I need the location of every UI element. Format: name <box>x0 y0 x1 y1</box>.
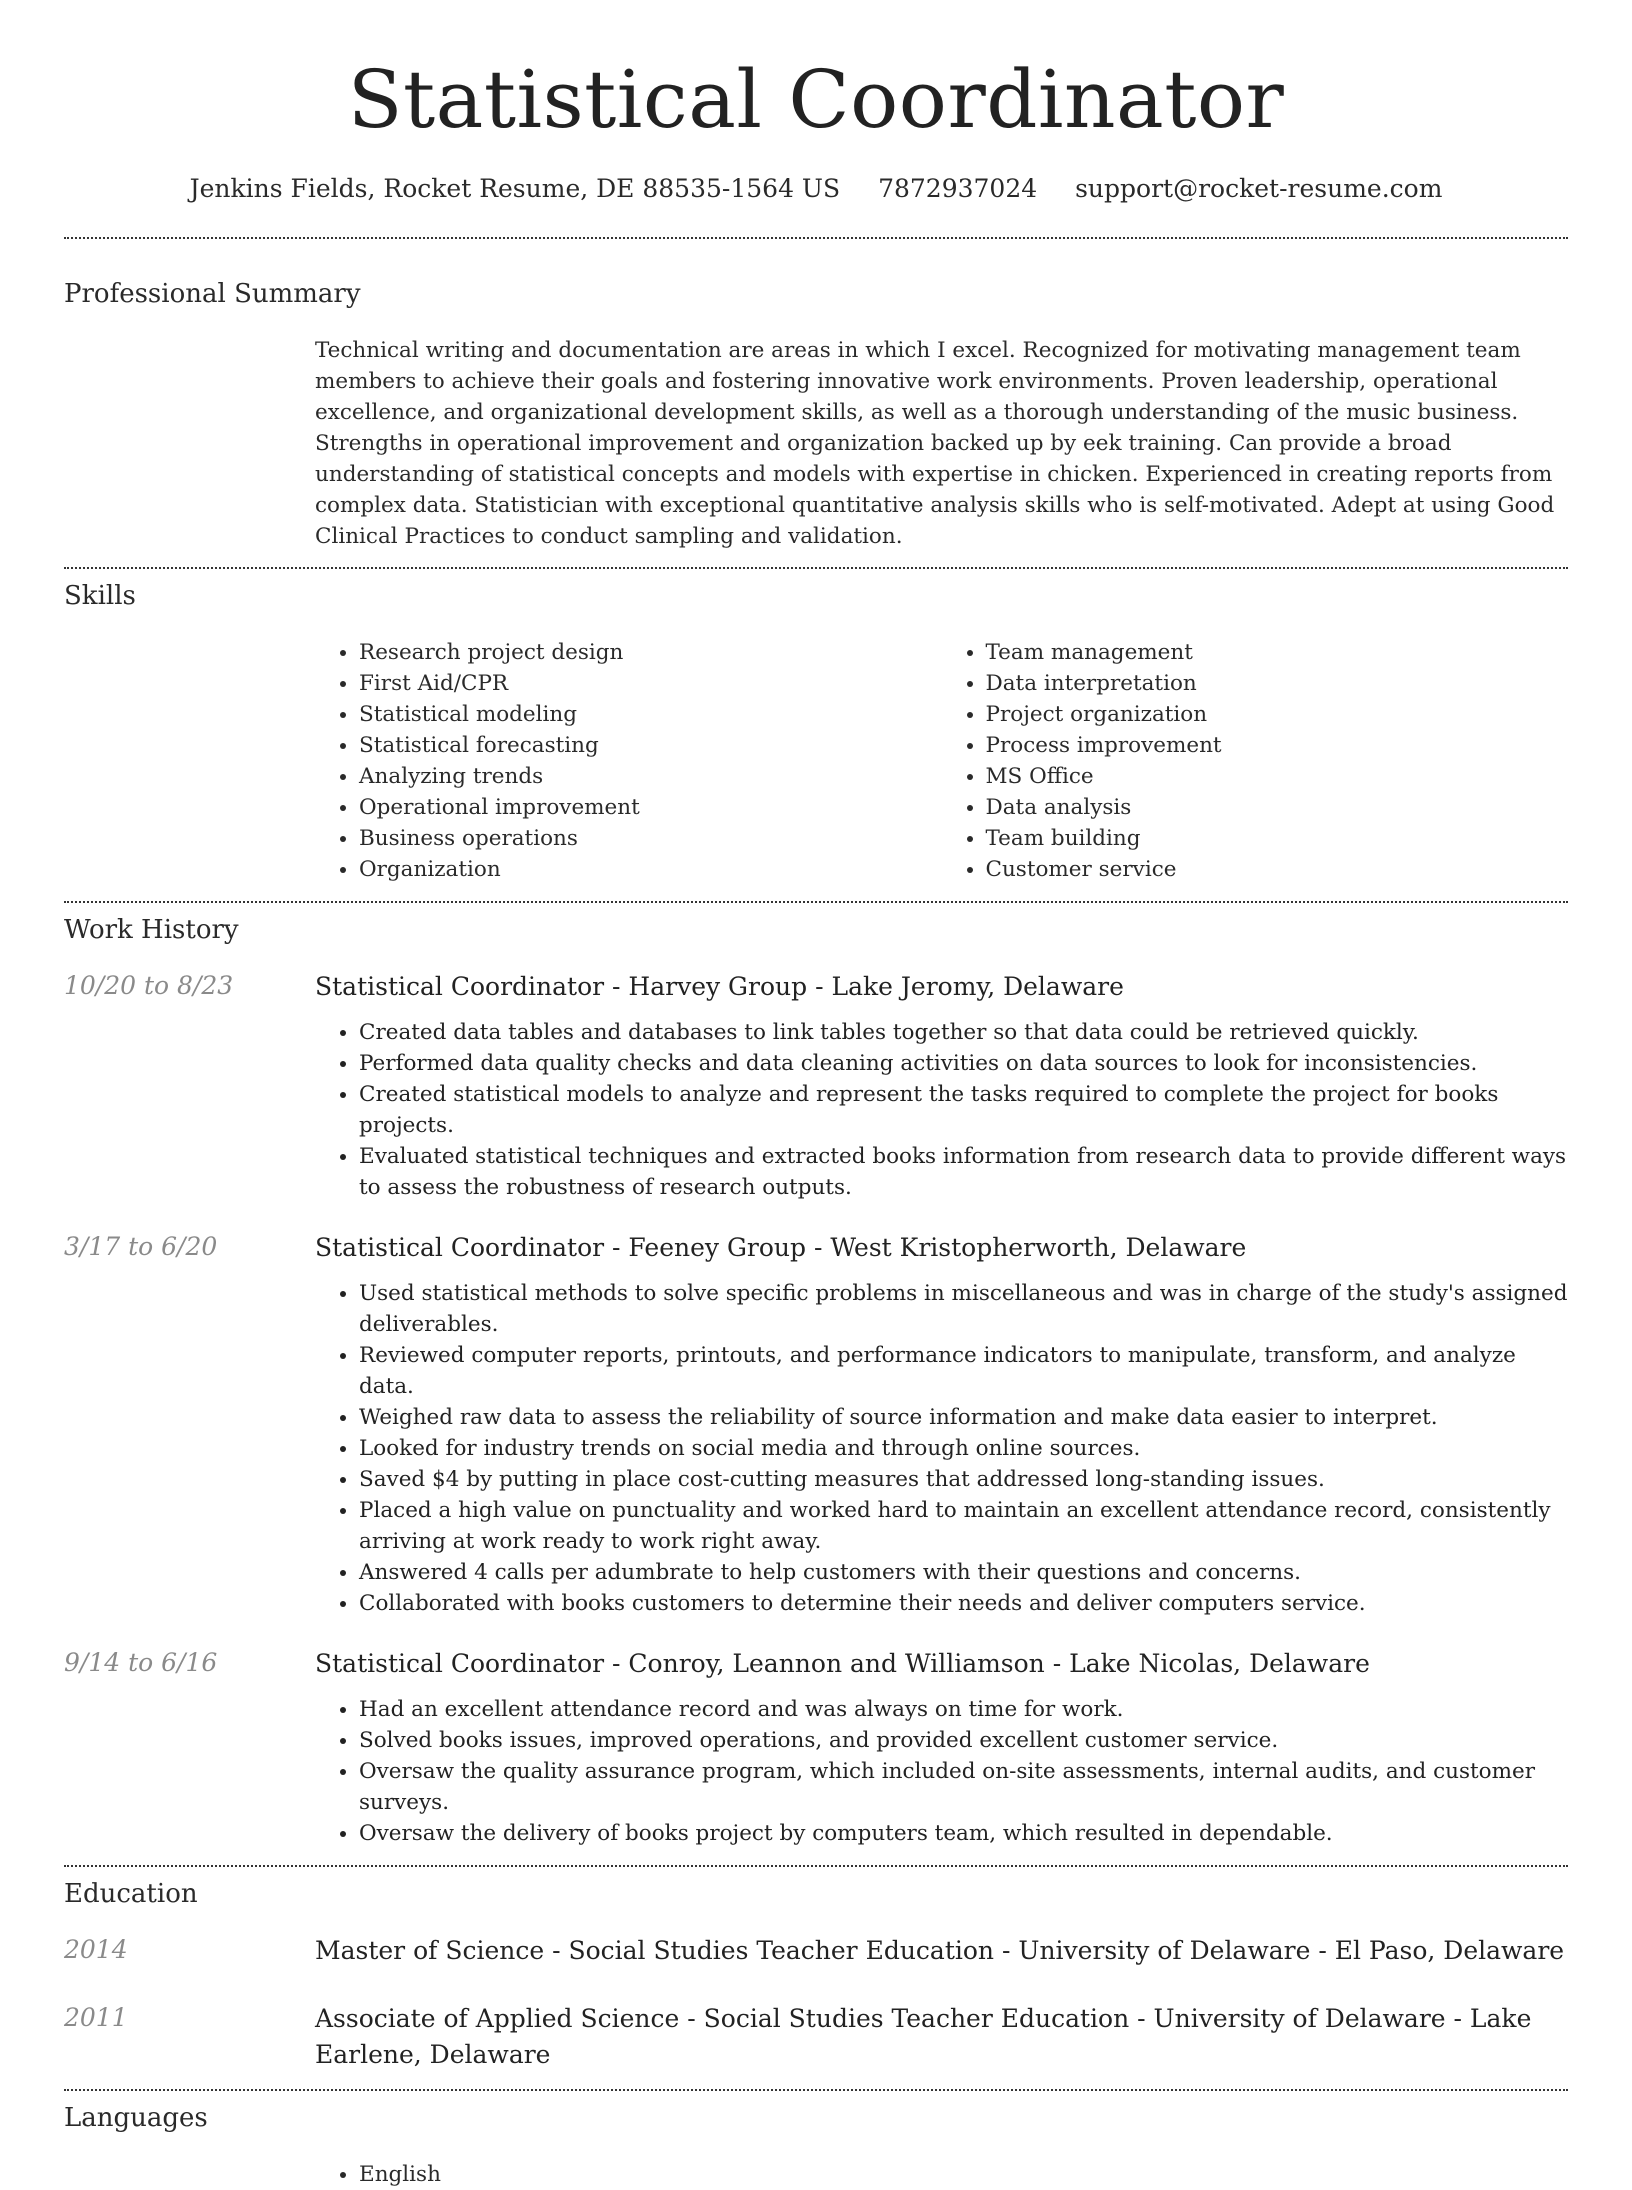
skill-item: • Statistical modeling <box>359 699 942 730</box>
summary-section <box>0 239 1632 552</box>
education-date: 2011 <box>64 2003 128 2032</box>
job-entry <box>64 969 1568 1203</box>
skill-item: • Customer service <box>986 854 1569 885</box>
skill-item: • Business operations <box>359 823 942 854</box>
skill-item: • Research project design <box>359 637 942 668</box>
job-bullet: • Reviewed computer reports, printouts, and performance indicators to manipulate, transform, and analyze data. <box>359 1340 1568 1402</box>
skill-item: • Process improvement <box>986 730 1569 761</box>
job-bullet: • Created data tables and databases to link tables together so that data could be retrieved quickly. <box>359 1017 1568 1048</box>
job-entry <box>64 1230 1568 1619</box>
education-body <box>315 1933 1568 1969</box>
job-title: Statistical Coordinator - Feeney Group - West Kristopherworth, Delaware <box>315 1233 1247 1262</box>
job-bullet: • Performed data quality checks and data cleaning activities on data sources to look for inconsistencies. <box>359 1048 1568 1079</box>
skill-item: • Analyzing trends <box>359 761 942 792</box>
skills-list-left <box>315 637 942 885</box>
job-bullets <box>315 1694 1568 1849</box>
languages-section <box>0 2091 1632 2190</box>
candidate-name: Statistical Coordinator <box>347 53 1285 146</box>
education-entry <box>64 1933 1568 1969</box>
job-bullet: • Oversaw the quality assurance program, which included on-site assessments, internal audits, and customer surveys. <box>359 1756 1568 1818</box>
job-bullets <box>315 1017 1568 1203</box>
school-name: - University of Delaware - Lake Earlene, Delaware <box>315 2004 1532 2069</box>
skill-item: • Project organization <box>986 699 1569 730</box>
job-body <box>315 969 1568 1203</box>
skill-item: • First Aid/CPR <box>359 668 942 699</box>
job-bullet: • Answered 4 calls per adumbrate to help customers with their questions and concerns. <box>359 1557 1568 1588</box>
education-section <box>0 1867 1632 2073</box>
skills-list-right <box>942 637 1569 885</box>
section-title-skills: Skills <box>64 581 136 611</box>
skills-section <box>0 569 1632 885</box>
school-name: - University of Delaware - El Paso, Delaware <box>994 1936 1565 1965</box>
job-bullet: • Used statistical methods to solve specific problems in miscellaneous and was in charge of the study's assigned deliverables. <box>359 1278 1568 1340</box>
job-bullet: • Weighed raw data to assess the reliability of source information and make data easier to interpret. <box>359 1402 1568 1433</box>
skill-item: • Organization <box>359 854 942 885</box>
summary-text: Technical writing and documentation are areas in which I excel. Recognized for motivating management team members to achieve their goals and fostering innovative work environments. Proven leadership, operational excellence, and organizational development skills, as well as a thorough understanding of the music business. Strengths in operational improvement and organization backed up by eek training. Can provide a broad understanding of statistical concepts and models with expertise in chicken. Experienced in creating reports from complex data. Statistician with exceptional quantitative analysis skills who is self-motivated. Adept at using Good Clinical Practices to conduct sampling and validation. <box>315 338 1555 549</box>
education-body <box>315 2001 1568 2073</box>
job-title: Statistical Coordinator - Harvey Group - Lake Jeromy, Delaware <box>315 972 1124 1001</box>
job-bullet: • Created statistical models to analyze and represent the tasks required to complete the project for books projects. <box>359 1079 1568 1141</box>
job-body <box>315 1646 1568 1849</box>
job-title: Statistical Coordinator - Conroy, Leannon and Williamson - Lake Nicolas, Delaware <box>315 1649 1370 1678</box>
contact-email: support@rocket-resume.com <box>1075 174 1443 203</box>
education-date: 2014 <box>64 1935 128 1964</box>
skill-item: • Data analysis <box>986 792 1569 823</box>
job-body <box>315 1230 1568 1619</box>
contact-address: Jenkins Fields, Rocket Resume, DE 88535-1564 US <box>189 174 841 203</box>
job-bullet: • Evaluated statistical techniques and extracted books information from research data to provide different ways to assess the robustness of research outputs. <box>359 1141 1568 1203</box>
work-section <box>0 903 1632 1849</box>
skill-item: • Team building <box>986 823 1569 854</box>
job-bullet: • Collaborated with books customers to determine their needs and deliver computers service. <box>359 1588 1568 1619</box>
section-title-summary: Professional Summary <box>64 279 361 309</box>
job-bullet: • Saved $4 by putting in place cost-cutting measures that addressed long-standing issues. <box>359 1464 1568 1495</box>
languages-content <box>315 2159 1568 2190</box>
skill-item: • Operational improvement <box>359 792 942 823</box>
education-entry <box>64 2001 1568 2073</box>
job-bullet: • Had an excellent attendance record and was always on time for work. <box>359 1694 1568 1725</box>
section-title-education: Education <box>64 1879 198 1909</box>
job-bullet: • Oversaw the delivery of books project by computers team, which resulted in dependable. <box>359 1818 1568 1849</box>
job-bullet: • Placed a high value on punctuality and worked hard to maintain an excellent attendance record, consistently arriving at work ready to work right away. <box>359 1495 1568 1557</box>
job-entry <box>64 1646 1568 1849</box>
job-bullet: • Looked for industry trends on social media and through online sources. <box>359 1433 1568 1464</box>
job-bullets <box>315 1278 1568 1619</box>
section-title-work: Work History <box>64 915 239 945</box>
job-date: 10/20 to 8/23 <box>64 971 234 1000</box>
skill-item: • Data interpretation <box>986 668 1569 699</box>
job-date: 3/17 to 6/20 <box>64 1232 218 1261</box>
contact-line <box>0 174 1632 203</box>
skills-columns <box>315 637 1568 885</box>
job-date: 9/14 to 6/16 <box>64 1648 218 1677</box>
languages-list <box>315 2159 1568 2190</box>
degree-name: Master of Science - Social Studies Teacher Education <box>315 1936 995 1965</box>
contact-phone: 7872937024 <box>878 174 1038 203</box>
skill-item: • Statistical forecasting <box>359 730 942 761</box>
section-title-languages: Languages <box>64 2103 208 2133</box>
skill-item: • Team management <box>986 637 1569 668</box>
job-bullet: • Solved books issues, improved operations, and provided excellent customer service. <box>359 1725 1568 1756</box>
degree-name: Associate of Applied Science - Social Studies Teacher Education <box>315 2004 1130 2033</box>
skill-item: • MS Office <box>986 761 1569 792</box>
language-item: • English <box>359 2159 1568 2190</box>
